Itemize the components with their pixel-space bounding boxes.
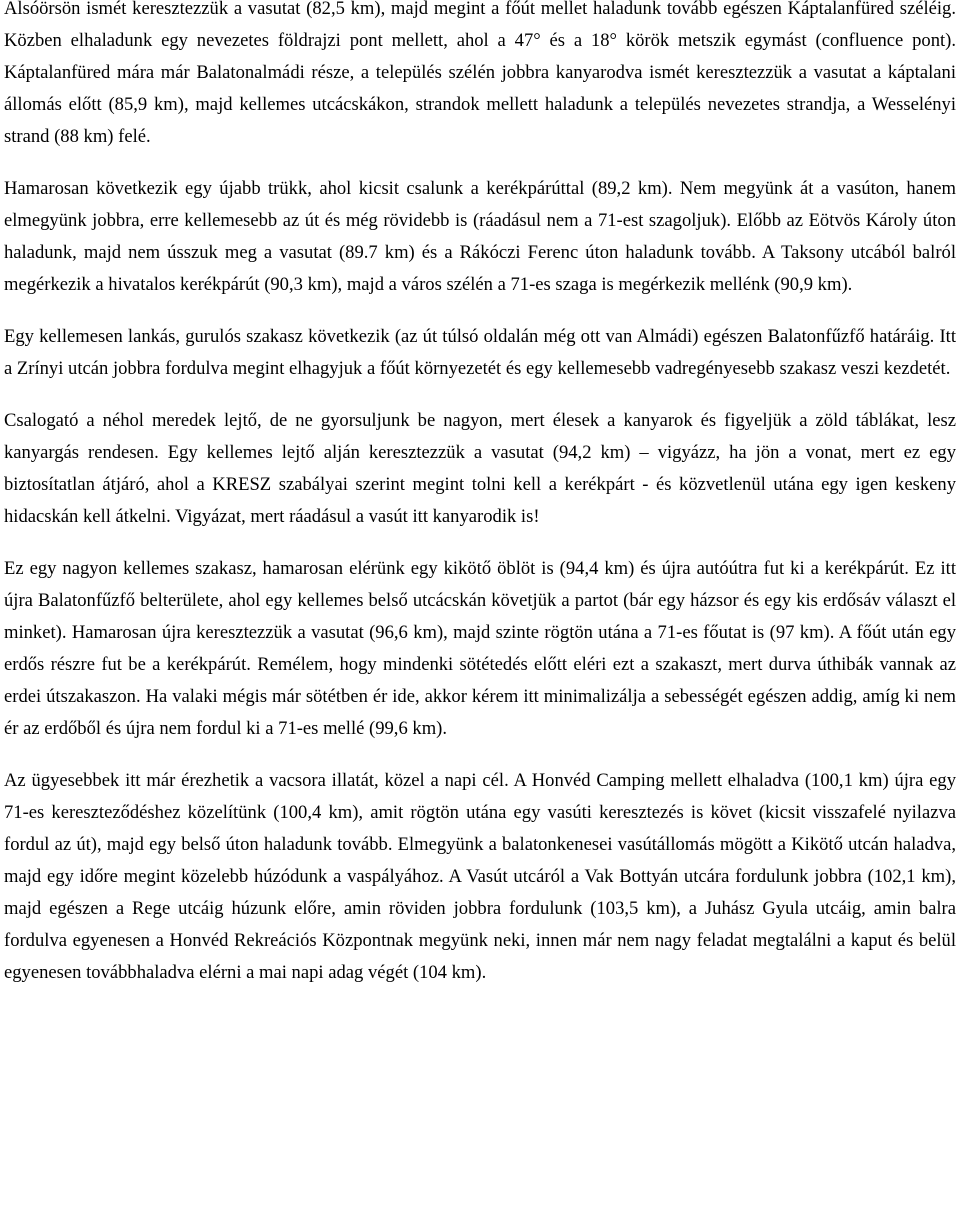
paragraph-balatonfuzfo-border: Egy kellemesen lankás, gurulós szakasz következik (az út túlsó oldalán még ott van Almádi) egészen Balatonfűzfő határáig. Itt a Zrínyi utcán jobbra fordulva megint elhagyjuk a főút környezetét és egy kellemesebb vadregényesebb szakasz veszi kezdetét. (4, 326, 956, 379)
paragraph-downhill-railway-crossing: Csalogató a néhol meredek lejtő, de ne gyorsuljunk be nagyon, mert élesek a kanyarok és figyeljük a zöld táblákat, lesz kanyargás rendesen. Egy kellemes lejtő alján keresztezzük a vasutat (94,2 km) – vigyázz, ha jön a vonat, mert ez egy biztosítatlan átjáró, ahol a KRESZ szabályai szerint megint tolni kell a kerékpárt - és közvetlenül utána egy igen keskeny hidacskán kell átkelni. Vigyázat, mert ráadásul a vasút itt kanyarodik is! (4, 410, 956, 527)
paragraph-harbor-forest-section: Ez egy nagyon kellemes szakasz, hamarosan elérünk egy kikötő öblöt is (94,4 km) és újra autóútra fut ki a kerékpárút. Ez itt újra Balatonfűzfő belterülete, ahol egy kellemes belső utcácskán követjük a partot (bár egy házsor és egy kis erdősáv választ el minket). Hamarosan újra keresztezzük a vasutat (96,6 km), majd szinte rögtön utána a 71-es főutat is (97 km). A főút után egy erdős részre fut be a kerékpárút. Remélem, hogy mindenki sötétedés előtt eléri ezt a szakaszt, mert durva úthibák vannak az erdei útszakaszon. Ha valaki mégis már sötétben ér ide, akkor kérem itt minimalizálja a sebességét egészen addig, amíg ki nem ér az erdőből és újra nem fordul ki a 71-es mellé (99,6 km). (4, 558, 956, 739)
paragraph-honved-camping-arrival: Az ügyesebbek itt már érezhetik a vacsora illatát, közel a napi cél. A Honvéd Camping mellett elhaladva (100,1 km) újra egy 71-es kereszteződéshez közelítünk (100,4 km), amit rögtön utána egy vasúti keresztezés is követ (kicsit visszafelé nyilazva fordul az út), majd egy belső úton haladunk tovább. Elmegyünk a balatonkenesei vasútállomás mögött a Kikötő utcán haladva, majd egy időre megint közelebb húzódunk a vaspályához. A Vasút utcáról a Vak Bottyán utcára fordulunk jobbra (102,1 km), majd egészen a Rege utcáig húzunk előre, amin röviden jobbra fordulunk (103,5 km), a Juhász Gyula utcáig, amin balra fordulva egyenesen a Honvéd Rekreációs Központnak megyünk neki, innen már nem nagy feladat megtalálni a kaput és belül egyenesen továbbhaladva elérni a mai napi adag végét (104 km). (4, 770, 956, 983)
paragraph-almadi-bike-path: Hamarosan következik egy újabb trükk, ahol kicsit csalunk a kerékpárúttal (89,2 km). Nem megyünk át a vasúton, hanem elmegyünk jobbra, erre kellemesebb az út és még rövidebb is (ráadásul nem a 71-est szagoljuk). Előbb az Eötvös Károly úton haladunk, majd nem ússzuk meg a vasutat (89.7 km) és a Rákóczi Ferenc úton haladunk tovább. A Taksony utcából balról megérkezik a hivatalos kerékpárút (90,3 km), majd a város szélén a 71-es szaga is megérkezik mellénk (90,9 km). (4, 178, 956, 295)
paragraph-alsoors-kaptalanfured: Alsóörsön ismét keresztezzük a vasutat (82,5 km), majd megint a főút mellet haladunk tovább egészen Káptalanfüred széléig. Közben elhaladunk egy nevezetes földrajzi pont mellett, ahol a 47° és a 18° körök metszik egymást (confluence pont). Káptalanfüred mára már Balatonalmádi része, a település szélén jobbra kanyarodva ismét keresztezzük a vasutat a káptalani állomás előtt (85,9 km), majd kellemes utcácskákon, strandok mellett haladunk a település nevezetes strandja, a Wesselényi strand (88 km) felé. (4, 0, 956, 147)
